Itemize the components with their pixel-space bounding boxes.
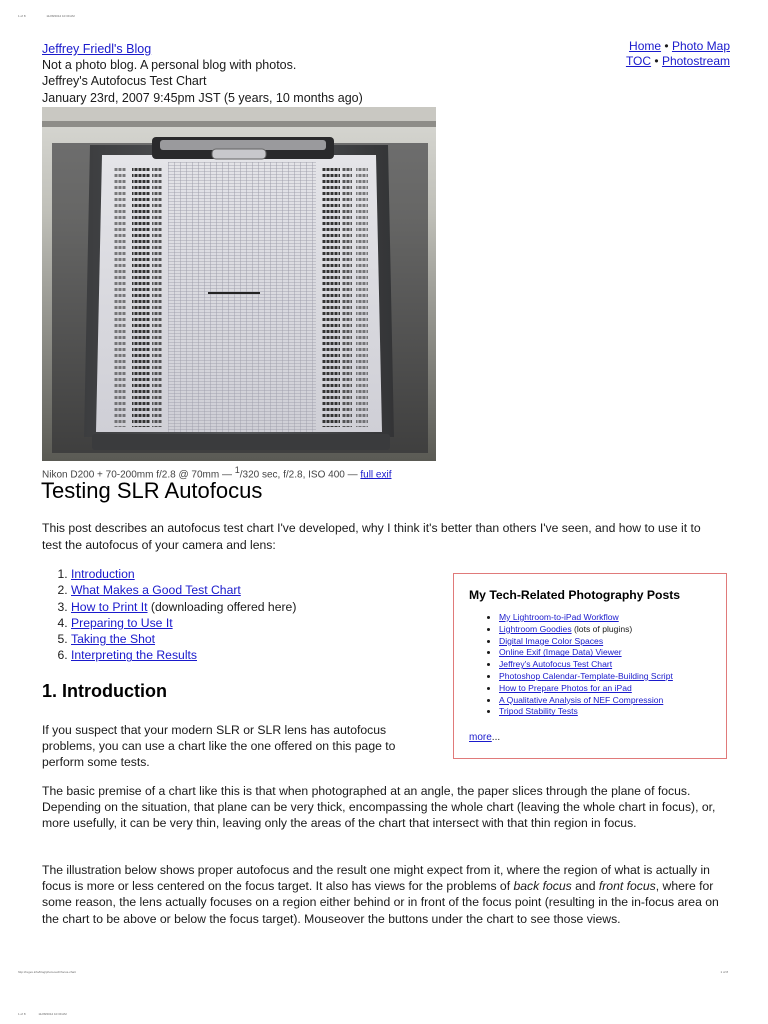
post-title: Testing SLR Autofocus xyxy=(41,478,263,503)
top-nav xyxy=(626,39,730,68)
print-header-left: 1 of 8 xyxy=(18,14,26,18)
nav-home-link[interactable]: Home xyxy=(629,39,662,53)
caption-shutter-num: 1 xyxy=(234,465,240,475)
print-footer2-left: 1 of 8 xyxy=(18,1012,26,1016)
sidebox-link[interactable]: Lightroom Goodies xyxy=(499,623,572,634)
sidebox-note: (lots of plugins) xyxy=(571,623,633,634)
intro-paragraph: This post describes an autofocus test chart I've developed, why I think it's better than others I've seen, and how to use it to test the autofocus of your camera and lens: xyxy=(42,521,701,552)
p3-text-b: , where for some reason, the lens actually focuses on a region either behind or in front of the focus point (resulting in the in-focus area on the chart to be above or below the focus target). Mouseover the buttons under the chart to see those views. xyxy=(42,879,719,926)
intro-paragraph-2: The basic premise of a chart like this is that when photographed at an angle, the paper slices through the plane of focus. Depending on the situation, that plane can be very thick, encompassing the whole chart (leaving the whole chart in focus), or, more usefully, it can be very thin, leaving only the areas of the chart that intersect with that thin region in focus. xyxy=(42,784,716,831)
sidebox-link[interactable]: A Qualitative Analysis of NEF Compression xyxy=(499,694,664,705)
list-item xyxy=(499,671,726,683)
list-item xyxy=(499,647,726,659)
print-footer-2 xyxy=(18,1012,79,1016)
tech-posts-sidebox xyxy=(453,573,727,759)
p3-back-focus: back focus xyxy=(513,879,572,894)
sidebox-link[interactable]: Jeffrey's Autofocus Test Chart xyxy=(499,659,613,670)
sidebox-link[interactable]: Digital Image Color Spaces xyxy=(499,635,604,646)
clipboard-chart-photo[interactable] xyxy=(42,107,436,461)
list-item xyxy=(499,636,726,648)
sidebox-link[interactable]: Photoshop Calendar-Template-Building Script xyxy=(499,670,673,681)
p3-front-focus: front focus xyxy=(598,879,656,894)
more-link[interactable]: more xyxy=(469,732,492,743)
post-date: January 23rd, 2007 9:45pm JST (5 years, 10 months ago) xyxy=(42,90,363,105)
blog-tagline: Not a photo blog. A personal blog with photos. xyxy=(42,58,297,73)
caption-shutter-rest: /320 sec, f/2.8, ISO 400 — xyxy=(239,469,361,481)
print-footer xyxy=(18,970,728,974)
toc-item xyxy=(71,615,296,631)
print-footer-page: 1 of 8 xyxy=(720,970,728,974)
list-item xyxy=(499,683,726,695)
sidebox-link[interactable]: My Lightroom-to-iPad Workflow xyxy=(499,612,619,622)
more-suffix: ... xyxy=(491,732,501,743)
list-item xyxy=(499,659,726,671)
toc-link-preparing[interactable]: Preparing to Use It xyxy=(71,615,173,630)
p3-text-and: and xyxy=(571,879,599,894)
p3-text-a: The illustration below shows proper autofocus and the result one might expect from it, where the region of what is actually in focus is more or less centered on the focus target. It also has views for the problems of xyxy=(42,863,710,894)
sidebox-link[interactable]: Online Exif (Image Data) Viewer xyxy=(499,647,622,658)
toc-item xyxy=(71,647,296,663)
intro-paragraph-1: If you suspect that your modern SLR or SLR lens has autofocus problems, you can use a chart like the one offered on this page to perform some tests. xyxy=(42,723,396,770)
clipboard-photo-svg xyxy=(42,107,436,461)
toc-link-introduction[interactable]: Introduction xyxy=(71,567,135,581)
toc-link-how-to-print[interactable]: How to Print It xyxy=(71,599,148,614)
sidebox-link[interactable]: Tripod Stability Tests xyxy=(499,706,578,717)
toc-item xyxy=(71,599,296,615)
nav-separator: • xyxy=(654,53,659,68)
list-item xyxy=(499,706,726,718)
full-exif-link[interactable]: full exif xyxy=(360,469,392,481)
blog-header xyxy=(42,41,363,106)
blog-title-link[interactable]: Jeffrey Friedl's Blog xyxy=(42,42,152,56)
toc-item xyxy=(71,631,296,647)
print-header-right: 11/28/2012 10:39 AM xyxy=(46,14,75,18)
print-footer2-right: 11/28/2012 10:39 AM xyxy=(38,1012,67,1016)
toc-link-good-test-chart[interactable]: What Makes a Good Test Chart xyxy=(71,583,241,598)
toc-item xyxy=(71,566,296,582)
list-item xyxy=(499,612,726,624)
sidebox-link[interactable]: How to Prepare Photos for an iPad xyxy=(499,682,632,693)
nav-photo-map-link[interactable]: Photo Map xyxy=(671,39,730,53)
print-header xyxy=(18,14,95,18)
nav-photostream-link[interactable]: Photostream xyxy=(661,53,730,68)
list-item xyxy=(499,624,726,636)
nav-toc-link[interactable]: TOC xyxy=(625,53,652,68)
toc-link-interpreting[interactable]: Interpreting the Results xyxy=(71,648,198,663)
print-footer-url: http://regex.info/blog/photo-tech/focus-chart xyxy=(18,970,76,974)
tech-posts-list xyxy=(454,612,726,718)
toc-suffix: (downloading offered here) xyxy=(147,599,297,614)
sidebox-more xyxy=(469,732,500,743)
toc-link-taking-shot[interactable]: Taking the Shot xyxy=(71,632,156,647)
nav-separator: • xyxy=(664,39,669,53)
post-name: Jeffrey's Autofocus Test Chart xyxy=(42,74,207,89)
intro-paragraph-3 xyxy=(42,862,722,927)
toc-item xyxy=(71,582,296,598)
sidebox-title: My Tech-Related Photography Posts xyxy=(469,588,681,602)
list-item xyxy=(499,695,726,707)
table-of-contents xyxy=(42,566,296,664)
section-heading-introduction: 1. Introduction xyxy=(42,681,167,701)
caption-camera: Nikon D200 + 70-200mm f/2.8 @ 70mm — xyxy=(42,469,235,481)
